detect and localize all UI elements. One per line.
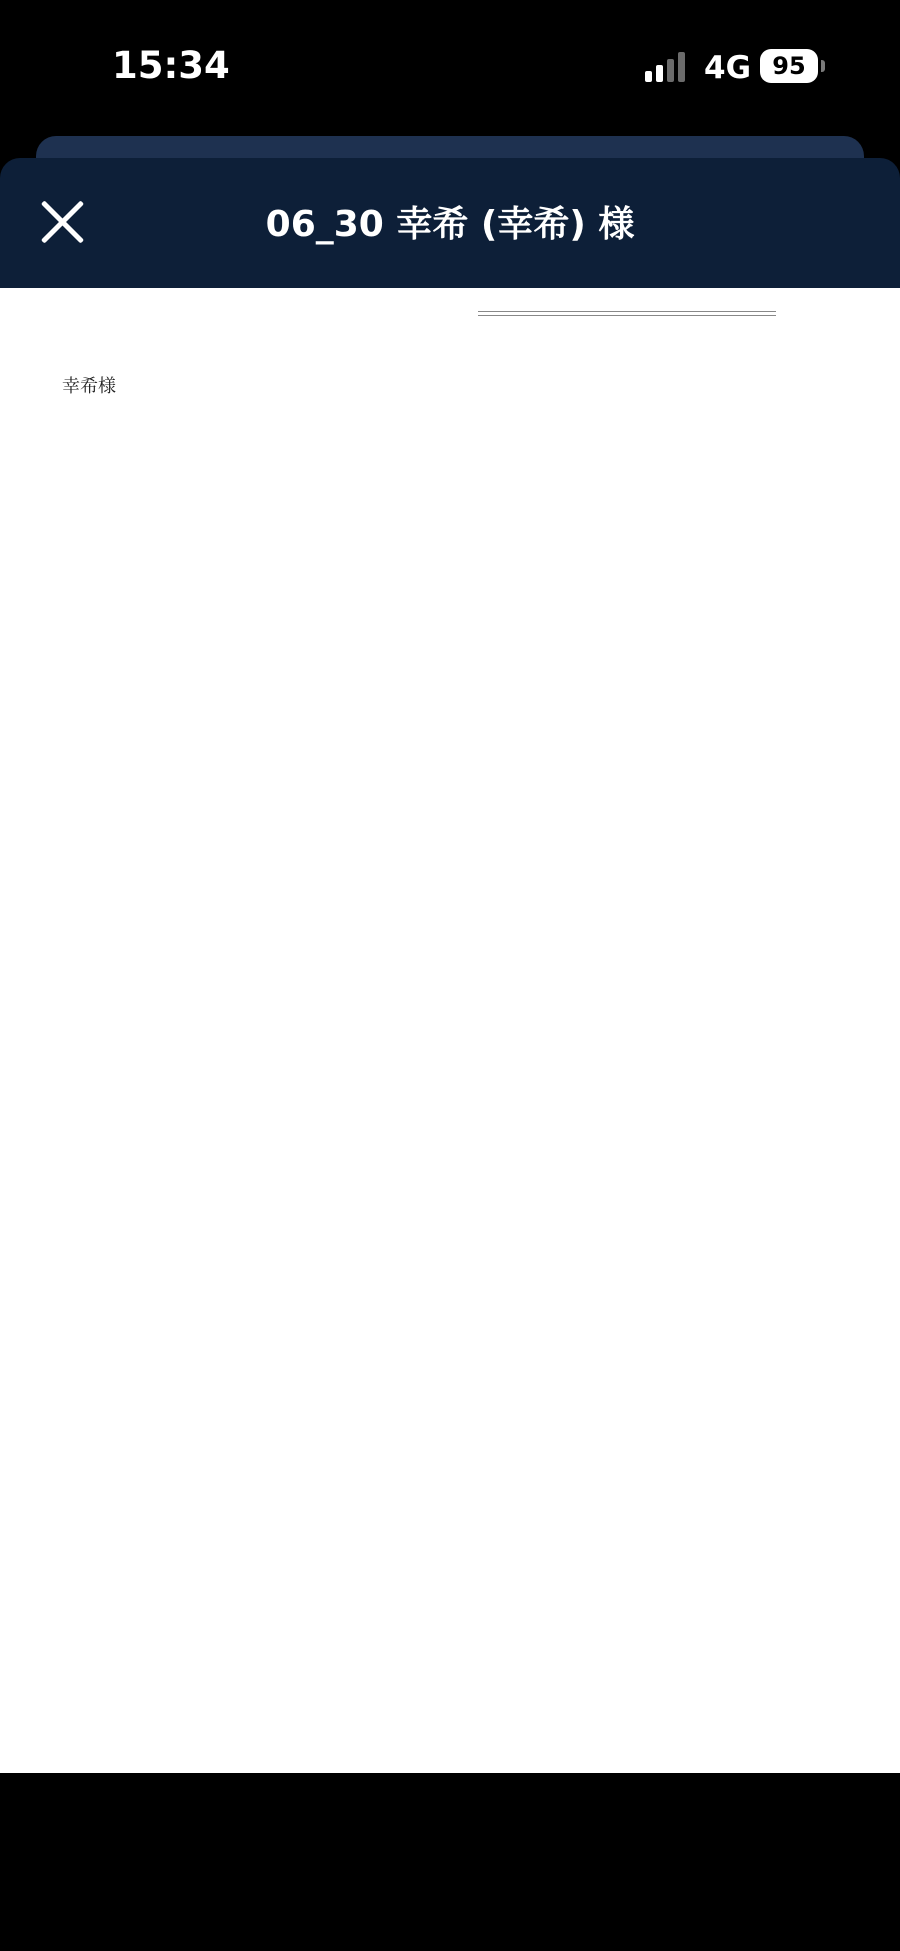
signal-icon [645,52,689,82]
page-title: 06_30 幸希 (幸希) 様 [265,204,635,245]
application-number-row [478,288,776,316]
status-bar [0,0,900,135]
network-type: 4G [704,50,752,86]
battery-tip [821,60,825,72]
status-time: 15:34 [112,44,230,87]
result-document[interactable] [0,288,900,1773]
patient-name-top: 幸希様 [62,376,116,397]
battery-icon: 95 [760,49,818,83]
watermark [0,288,900,1773]
